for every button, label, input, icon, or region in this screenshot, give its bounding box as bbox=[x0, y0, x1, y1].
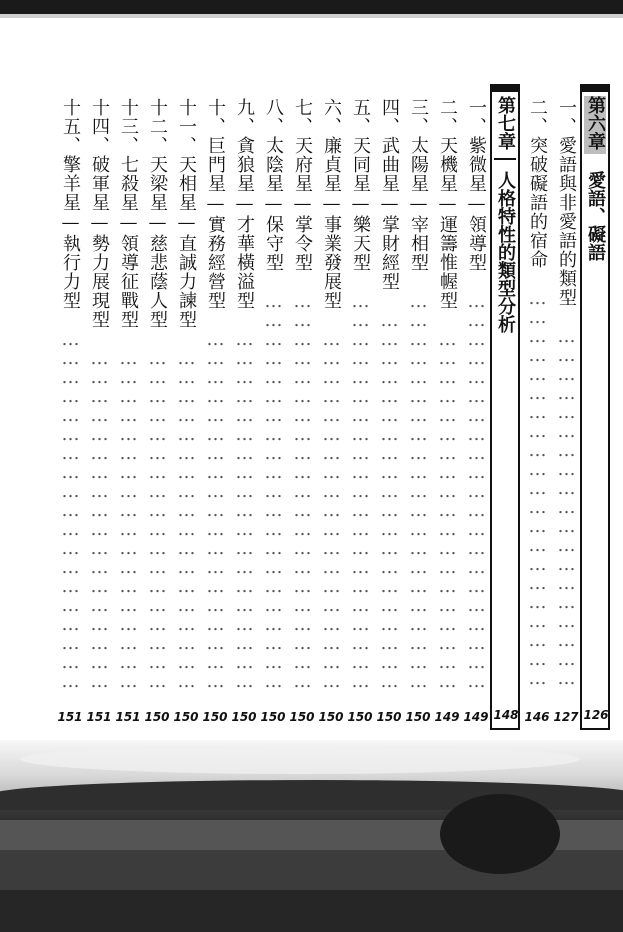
toc-entry-page: 151 bbox=[115, 710, 141, 724]
toc-entry-page: 150 bbox=[376, 710, 402, 724]
toc-entry-page: 150 bbox=[289, 710, 315, 724]
toc-entry-ch6-1[interactable] bbox=[552, 98, 580, 730]
toc-entry-ch7-12[interactable] bbox=[143, 98, 171, 730]
toc-entry-page: 150 bbox=[231, 710, 257, 724]
toc-entry-ch7-1[interactable] bbox=[462, 98, 490, 730]
toc-entry-title: 十一、天相星—直誠力諫型 …………………………………………………………………………………………… bbox=[172, 98, 200, 688]
tree-cluster bbox=[440, 794, 560, 874]
toc-entry-title: 十二、天梁星—慈悲蔭人型 …………………………………………………………………………………………… bbox=[143, 98, 171, 688]
toc-entry-ch7-11[interactable] bbox=[172, 98, 200, 730]
toc-entry-page: 149 bbox=[463, 710, 489, 724]
toc-entry-title: 十五、擎羊星—執行力型 …………………………………………………………………………………………… bbox=[56, 98, 84, 688]
toc-entry-ch6-2[interactable] bbox=[523, 98, 551, 730]
toc-entry-title: 二、天機星—運籌惟幄型 …………………………………………………………………………………………… bbox=[433, 98, 461, 688]
toc-entry-title: 二、突破礙語的宿命 …………………………………………………………………………………………… bbox=[523, 98, 551, 688]
toc-entry-page: 150 bbox=[260, 710, 286, 724]
toc-entry-title: 十三、七殺星—領導征戰型 …………………………………………………………………………………………… bbox=[114, 98, 142, 688]
chapter-6-title: 第六章 愛語、礙語 bbox=[585, 96, 606, 261]
toc-entry-title: 十、巨門星—實務經營型 …………………………………………………………………………………………… bbox=[201, 98, 229, 688]
field bbox=[0, 890, 623, 932]
toc-entry-page: 150 bbox=[318, 710, 344, 724]
toc-entry-title: 八、太陰星—保守型 …………………………………………………………………………………………… bbox=[259, 98, 287, 688]
toc-entry-page: 127 bbox=[553, 710, 579, 724]
toc-entry-title: 五、天同星—樂天型 …………………………………………………………………………………………… bbox=[346, 98, 374, 688]
chapter-7-page: 148 bbox=[493, 708, 519, 722]
toc-entry-page: 146 bbox=[524, 710, 550, 724]
toc-entry-ch7-6[interactable] bbox=[317, 98, 345, 730]
toc-entry-page: 150 bbox=[144, 710, 170, 724]
toc-entry-ch7-9[interactable] bbox=[230, 98, 258, 730]
toc-entry-title: 九、貪狼星—才華橫溢型 …………………………………………………………………………………………… bbox=[230, 98, 258, 688]
chapter-7-title: 第七章 人格特性的類型分析 bbox=[495, 96, 516, 333]
toc-entry-ch7-10[interactable] bbox=[201, 98, 229, 730]
chapter-6-heading[interactable] bbox=[580, 90, 610, 730]
toc-entry-page: 149 bbox=[434, 710, 460, 724]
toc-entry-ch7-4[interactable] bbox=[375, 98, 403, 730]
toc-entry-title: 六、廉貞星—事業發展型 …………………………………………………………………………………………… bbox=[317, 98, 345, 688]
toc-entry-ch7-7[interactable] bbox=[288, 98, 316, 730]
toc-entry-page: 150 bbox=[173, 710, 199, 724]
toc-entry-title: 七、天府星—掌令型 …………………………………………………………………………………………… bbox=[288, 98, 316, 688]
toc-entry-ch7-15[interactable] bbox=[56, 98, 84, 730]
toc-entry-page: 151 bbox=[86, 710, 112, 724]
toc-entry-ch7-13[interactable] bbox=[114, 98, 142, 730]
toc-entry-title: 一、愛語與非愛語的類型 …………………………………………………………………………………………… bbox=[552, 98, 580, 688]
toc-entry-title: 三、太陽星—宰相型 …………………………………………………………………………………………… bbox=[404, 98, 432, 688]
chapter-6-page: 126 bbox=[583, 708, 609, 722]
toc-entry-ch7-14[interactable] bbox=[85, 98, 113, 730]
toc-entry-title: 十四、破軍星—勢力展現型 …………………………………………………………………………………………… bbox=[85, 98, 113, 688]
toc-entry-ch7-5[interactable] bbox=[346, 98, 374, 730]
toc-entry-page: 150 bbox=[347, 710, 373, 724]
toc-entry-page: 150 bbox=[405, 710, 431, 724]
chapter-7-heading[interactable] bbox=[490, 90, 520, 730]
toc-entry-title: 一、紫微星—領導型 …………………………………………………………………………………………… bbox=[462, 98, 490, 688]
landscape-photo bbox=[0, 740, 623, 932]
toc-entry-title: 四、武曲星—掌財經型 …………………………………………………………………………………………… bbox=[375, 98, 403, 688]
cloud bbox=[20, 744, 580, 774]
toc-entry-ch7-3[interactable] bbox=[404, 98, 432, 730]
toc-entry-ch7-2[interactable] bbox=[433, 98, 461, 730]
toc-entry-page: 150 bbox=[202, 710, 228, 724]
toc-entry-ch7-8[interactable] bbox=[259, 98, 287, 730]
toc-entry-page: 151 bbox=[57, 710, 83, 724]
